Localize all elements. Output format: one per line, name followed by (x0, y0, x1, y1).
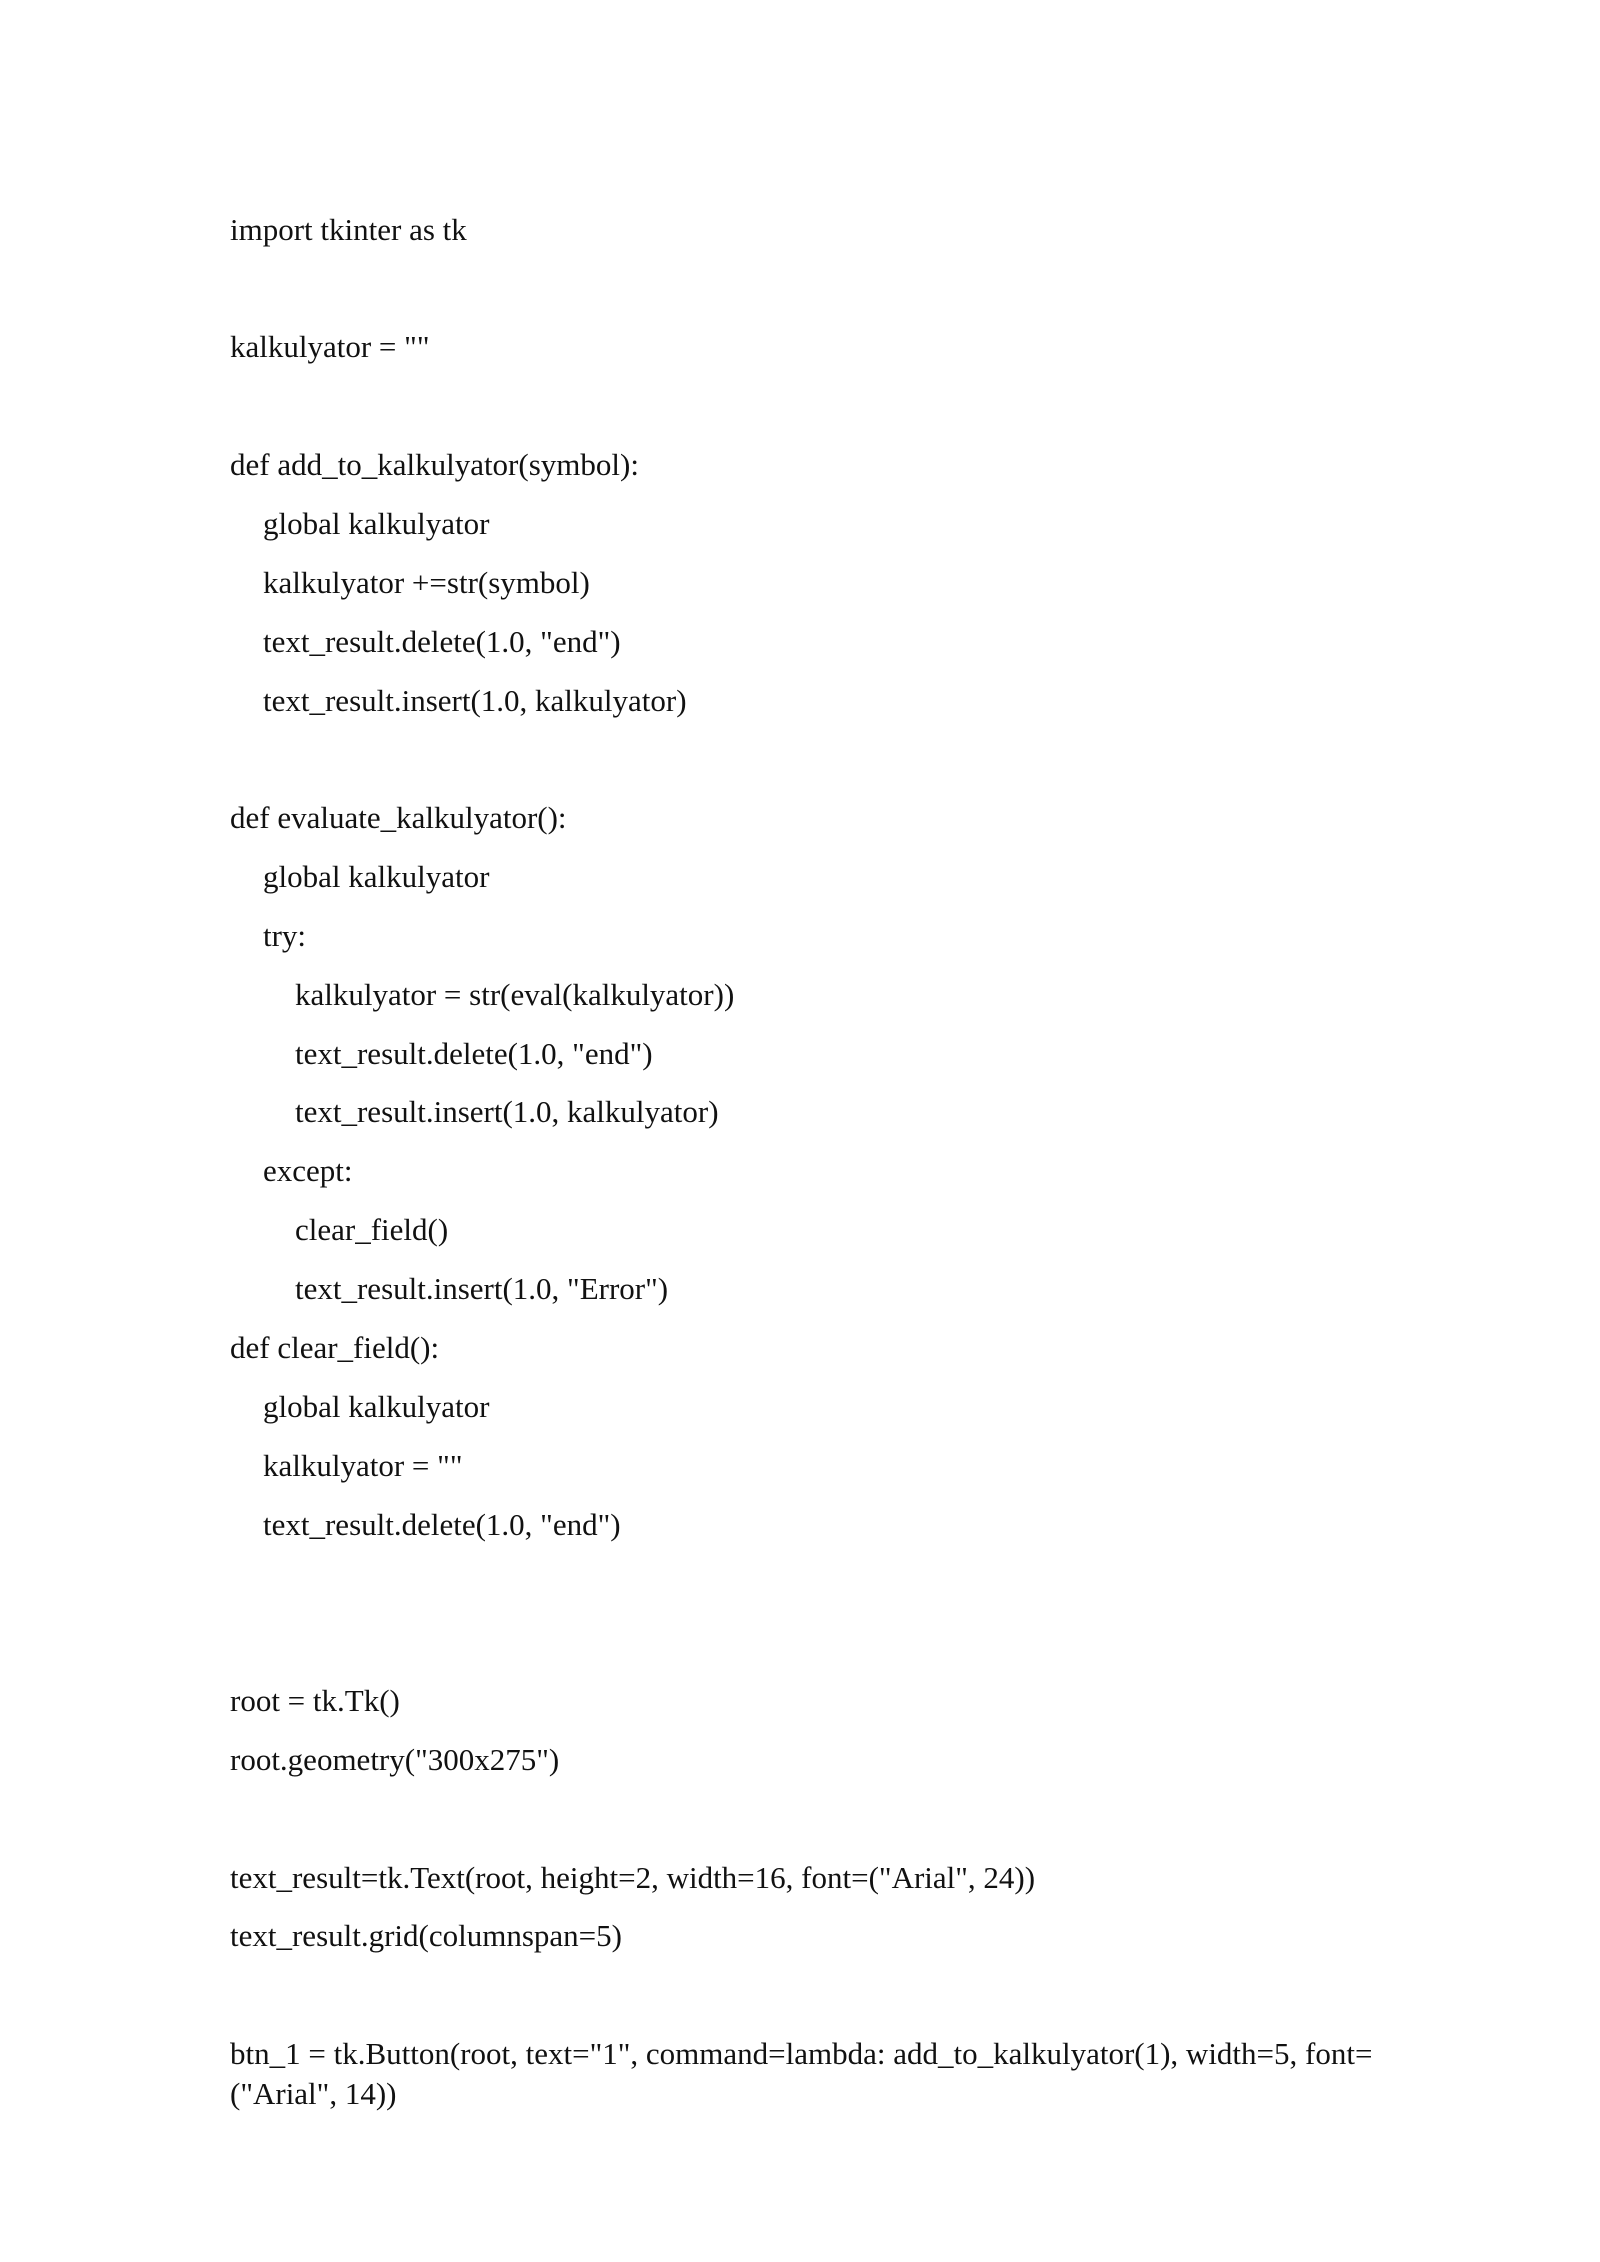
code-listing (230, 210, 1380, 2133)
blank-line (230, 386, 1380, 426)
code-line: global kalkulyator (263, 1388, 490, 1424)
code-line: root.geometry("300x275") (230, 1742, 560, 1778)
code-line: text_result.insert(1.0, kalkulyator) (295, 1094, 719, 1130)
blank-line (230, 1799, 1380, 1839)
code-line: kalkulyator = "" (263, 1447, 463, 1483)
code-line: text_result.delete(1.0, "end") (295, 1035, 653, 1071)
blank-line (230, 739, 1380, 779)
code-line: except: (263, 1153, 353, 1189)
code-line: import tkinter as tk (230, 212, 467, 247)
blank-line (230, 269, 1380, 309)
code-line: def evaluate_kalkulyator(): (230, 800, 567, 836)
code-line: text_result.insert(1.0, "Error") (295, 1271, 669, 1307)
code-line: kalkulyator = "" (230, 329, 430, 365)
code-line: text_result.delete(1.0, "end") (263, 623, 621, 659)
code-line: text_result.grid(columnspan=5) (230, 1918, 622, 1954)
code-line: text_result.delete(1.0, "end") (263, 1506, 621, 1542)
code-line: kalkulyator +=str(symbol) (263, 564, 590, 600)
code-line: kalkulyator = str(eval(kalkulyator)) (295, 976, 735, 1012)
code-line: root = tk.Tk() (230, 1683, 400, 1719)
blank-line (230, 1975, 1380, 2015)
code-line: clear_field() (295, 1212, 449, 1248)
blank-line (230, 1564, 1380, 1663)
code-line: text_result=tk.Text(root, height=2, width=16, font=("Arial", 24)) (230, 1859, 1036, 1895)
code-line: text_result.insert(1.0, kalkulyator) (263, 682, 687, 718)
code-line: def add_to_kalkulyator(symbol): (230, 446, 639, 482)
code-line: global kalkulyator (263, 505, 490, 541)
code-line: def clear_field(): (230, 1330, 440, 1366)
code-line: btn_1 = tk.Button(root, text="1", command=lambda: add_to_kalkulyator(1), width=5, font=("Arial", 14)) (230, 2035, 1373, 2112)
code-line: try: (263, 917, 307, 953)
code-line: global kalkulyator (263, 858, 490, 894)
